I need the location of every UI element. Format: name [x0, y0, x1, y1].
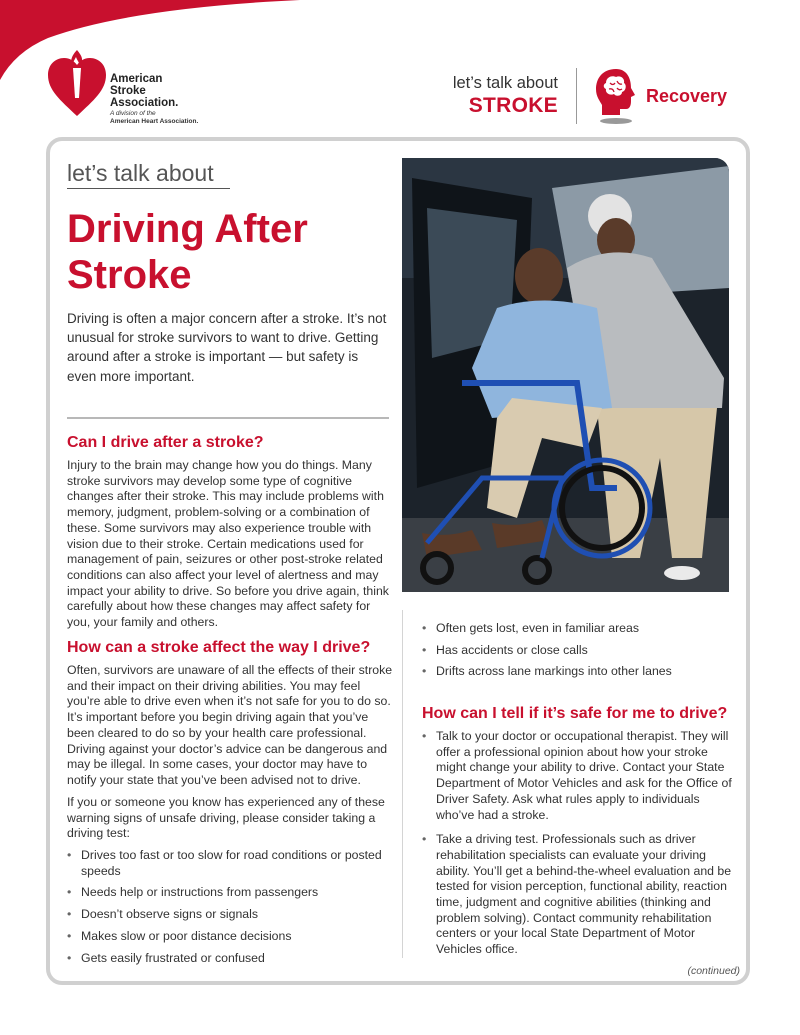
org-name-line: Stroke [110, 85, 146, 97]
list-item: • Doesn’t observe signs or signals [67, 907, 387, 923]
category-label: Recovery [646, 86, 728, 106]
organization-name [110, 73, 178, 109]
caregiver-wheelchair-photo [402, 158, 729, 592]
list-item: • Drives too fast or too slow for road conditions or posted speeds [67, 848, 387, 879]
heart-torch-logo-icon [46, 48, 108, 118]
series-topic: STROKE [468, 94, 558, 117]
section-heading-can-i-drive: Can I drive after a stroke? [67, 434, 264, 451]
section-body-stroke-affect-driving: Often, survivors are unaware of all the effects of their stroke and their impact on their driving abilities. You may feel you’re able to drive even when it’s not safe for you to do so. It’s important before you begin driving again that you’ve been cleared to do so by your health care professional. Driving against your doctor’s advice can be dangerous and may be illegal. In some cases, your doctor may have to notify your state that you’ve been advised not to drive. [67, 663, 393, 787]
brain-head-icon [594, 67, 638, 125]
section-heading-safe-to-drive: How can I tell if it’s safe for me to drive? [422, 705, 728, 722]
page-title-line: Stroke [67, 253, 192, 297]
warning-signs-list-continued [422, 621, 732, 686]
intro-paragraph: Driving is often a major concern after a stroke. It’s not unusual for stroke survivors to want to drive. Getting around after a stroke is important — but safety is even more important. [67, 311, 387, 384]
safe-to-drive-list [422, 729, 737, 964]
section-divider [67, 417, 389, 419]
list-item: • Needs help or instructions from passengers [67, 885, 387, 901]
org-name-line: Association. [110, 97, 179, 109]
division-line: American Heart Association. [110, 117, 199, 125]
org-name-line: American [110, 73, 163, 85]
warning-signs-list [67, 848, 387, 972]
page-title-line: Driving After [67, 207, 308, 251]
division-line: A division of the [110, 110, 156, 117]
organization-division [110, 110, 198, 125]
section-heading-stroke-affect-driving: How can a stroke affect the way I drive? [67, 639, 371, 656]
series-label: let’s talk about [452, 74, 558, 92]
section-body-can-i-drive: Injury to the brain may change how you do things. Many stroke survivors may develop some type of cognitive changes after their stroke. This may include problems with memory, judgment, problem-solving or a combination of these. Some survivors may also experience trouble with vision due to their stroke. Certain medications used for management of pain, seizures or other post-stroke related conditions can also affect your level of alertness and may impact your ability to drive. So before you drive again, think carefully about how these changes may affect safety for you, your family and others. [67, 458, 389, 630]
continued-note: (continued) [687, 965, 740, 977]
header-divider [576, 68, 577, 124]
list-item: • Gets easily frustrated or confused [67, 951, 387, 967]
warning-signs-intro: If you or someone you know has experienced any of these warning signs of unsafe driving, please consider taking a driving test: [67, 795, 385, 841]
list-item: • Drifts across lane markings into other lanes [422, 664, 732, 680]
page-title [67, 206, 387, 298]
list-item: • Talk to your doctor or occupational therapist. They will offer a professional opinion about how your stroke might change your ability to drive. Contact your State Department of Motor Vehicles and ask for the Office of Driver Safety. Ask what rules apply to individuals who’ve had a stroke. [422, 729, 737, 823]
column-divider [402, 610, 403, 958]
list-item: • Often gets lost, even in familiar areas [422, 621, 732, 637]
list-item: • Has accidents or close calls [422, 643, 732, 659]
title-kicker: let’s talk about [67, 160, 230, 189]
list-item: • Take a driving test. Professionals such as driver rehabilitation specialists can evaluate your driving ability. You’ll get a behind-the-wheel evaluation and be tested for vision perception, functional ability, reaction time, judgment and cognitive abilities (thinking and problem solving). Contact community rehabilitation centers or your local State Department of Motor Vehicles office. [422, 832, 737, 958]
list-item: • Makes slow or poor distance decisions [67, 929, 387, 945]
